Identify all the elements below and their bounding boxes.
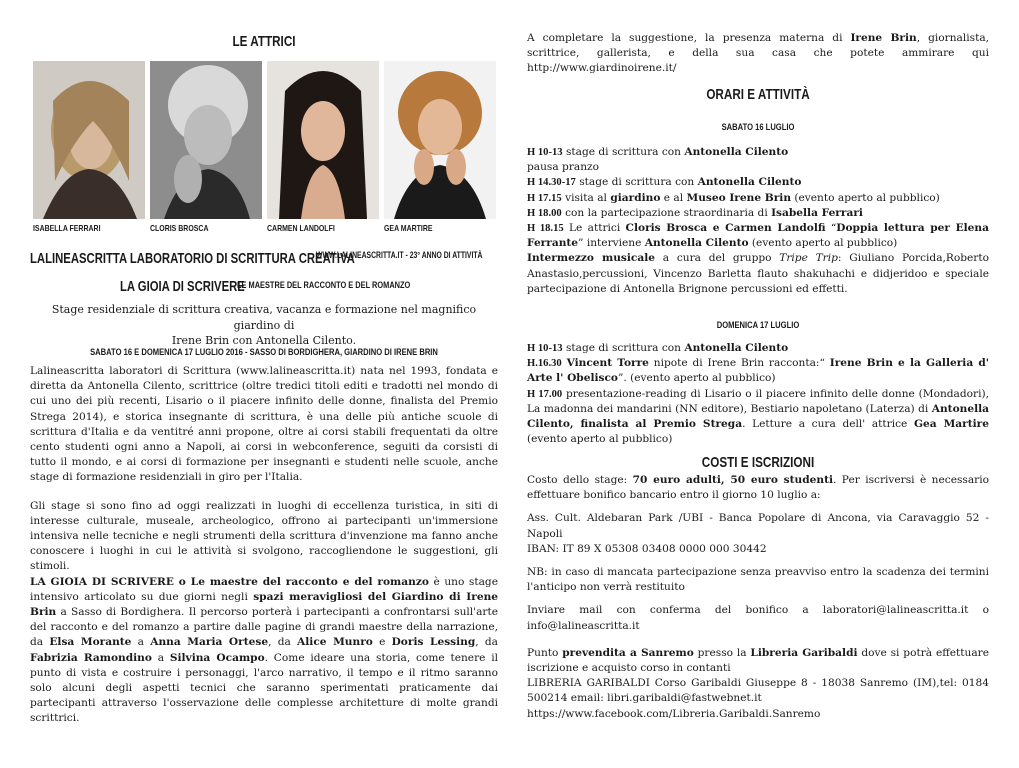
shop-facebook-link[interactable]: https://www.facebook.com/Libreria.Garibaldi.Sanremo bbox=[527, 707, 821, 720]
sunday-heading: DOMENICA 17 LUGLIO bbox=[716, 320, 800, 331]
actresses-heading: LE ATTRICI bbox=[232, 33, 296, 50]
schedule-item: H 14.30-17 stage di scrittura con Antonella Cilento bbox=[527, 176, 802, 189]
schedule-item: H 18.15 Le attrici Cloris Brosca e Carmen Landolfi “Doppia lettura per Elena Ferrante” interviene Antonella Cilento (evento aperto al pubblico) bbox=[527, 222, 989, 250]
schedule-item: H 17.00 presentazione-reading di Lisario o il piacere infinito delle donne (Mondadori), La madonna dei mandarini (NN editore), Bestiario napoletano (Laterza) di Antonella Cilento, finalista al Premio Strega. Letture a cura dell' attrice Gea Martire (evento aperto al pubblico) bbox=[527, 387, 989, 446]
nb-paragraph: NB: in caso di mancata partecipazione senza preavviso entro la scadenza dei termini l'anticipo non verrà restituito bbox=[527, 566, 989, 594]
course-banner bbox=[120, 276, 411, 295]
cost-paragraph: Costo dello stage: 70 euro adulti, 50 euro studenti. Per iscriversi è necessario effettuare bonifico bancario entro il giorno 10 luglio a: bbox=[527, 474, 989, 502]
sunday-schedule bbox=[527, 341, 989, 447]
actress-label: CLORIS BROSCA bbox=[150, 223, 209, 233]
mail-paragraph: Inviare mail con conferma del bonifico a laboratori@lalineascritta.it o info@lalineascritta.it bbox=[527, 604, 989, 632]
course-subtitle: LE MAESTRE DEL RACCONTO E DEL ROMANZO bbox=[237, 280, 411, 291]
actress-label: GEA MARTIRE bbox=[384, 223, 433, 233]
paragraph-stages: Gli stage si sono fino ad oggi realizzati in luoghi di eccellenza turistica, in siti di interesse culturale, museale, archeologico, offrono ai partecipanti un'immersione intensiva nelle tecniche e negli strumenti della scrittura d'invenzione ma fanno anche conoscere i luoghi in cui le attività si svolgono, raccogliendone le suggestioni, gli stimoli. bbox=[30, 499, 498, 573]
schedule-item: H 17.15 visita al giardino e al Museo Irene Brin (evento aperto al pubblico) bbox=[527, 191, 940, 204]
portrait-carmen-landolfi bbox=[267, 61, 379, 219]
actress-label: CARMEN LANDOLFI bbox=[267, 223, 335, 233]
schedule-item: Intermezzo musicale a cura del gruppo Tripe Trip: Giuliano Porcida,Roberto Anastasio,percussioni, Vincenzo Barletta flauto shakuhachi e didjeridoo e speciale partecipazione di Antonella Brignone percussioni ed effetti. bbox=[527, 252, 989, 295]
portrait-isabella-ferrari bbox=[33, 61, 145, 219]
lab-name: LALINEASCRITTA LABORATORIO DI SCRITTURA CREATIVA bbox=[30, 251, 355, 267]
costs-heading: COSTI E ISCRIZIONI bbox=[701, 454, 815, 471]
schedule-heading: ORARI E ATTIVITÀ bbox=[706, 86, 810, 103]
paragraph-history: Lalineascritta laboratori di Scrittura (www.lalineascritta.it) nata nel 1993, fondata e diretta da Antonella Cilento, scrittrice (oltre tredici titoli editi e tradotti nel mondo di cui uno dei più recenti, Lisario o il piacere infinito delle donne, finalista del Premio Strega 2014), e storica insegnante di scrittura, è una delle più antiche scuole di scrittura d'Italia e da ventitré anni propone, oltre ai corsi stabili frequentati da oltre cento studenti ogni anno a Napoli, ai corsi in webconference, seguiti da corsisti di tutto il mondo, e ai corsi di formazione per insegnanti e studenti nelle scuole, anche stage di formazione residenziali in giro per l'Italia. bbox=[30, 365, 498, 484]
dates-place: SABATO 16 E DOMENICA 17 LUGLIO 2016 - SASSO DI BORDIGHERA, GIARDINO DI IRENE BRIN bbox=[90, 347, 438, 358]
course-title: LA GIOIA DI SCRIVERE bbox=[120, 279, 245, 295]
costs-section bbox=[527, 473, 989, 722]
iban-line: IBAN: IT 89 X 05308 03408 0000 000 30442 bbox=[527, 542, 767, 555]
lab-banner bbox=[30, 248, 498, 266]
presale-paragraph: Punto prevendita a Sanremo presso la Libreria Garibaldi dove si potrà effettuare iscrizione e acquisto corso in contanti bbox=[527, 646, 989, 675]
schedule-item: H 10-13 stage di scrittura con Antonella Cilento bbox=[527, 146, 789, 158]
actress-label: ISABELLA FERRARI bbox=[33, 223, 101, 233]
saturday-schedule bbox=[527, 145, 989, 297]
lab-site: WWW.LALINEASCRITTA.IT - 23° ANNO DI ATTIVITÀ bbox=[316, 250, 483, 261]
brin-paragraph: A completare la suggestione, la presenza materna di Irene Brin, giornalista, scrittrice, gallerista, e della sua casa che potete ammirare qui http://www.giardinoirene.it/ bbox=[527, 32, 990, 75]
bank-line: Ass. Cult. Aldebaran Park /UBI - Banca Popolare di Ancona, via Caravaggio 52 - Napoli bbox=[527, 512, 989, 540]
schedule-item: pausa pranzo bbox=[527, 161, 599, 174]
brin-intro bbox=[527, 31, 989, 77]
portrait-cloris-brosca bbox=[150, 61, 262, 219]
intro bbox=[30, 302, 498, 349]
schedule-item: H 10-13 stage di scrittura con Antonella Cilento bbox=[527, 342, 789, 354]
intro-line: Stage residenziale di scrittura creativa, vacanza e formazione nel magnifico giardino di bbox=[51, 303, 477, 332]
schedule-item: H 18.00 con la partecipazione straordinaria di Isabella Ferrari bbox=[527, 206, 863, 219]
shop-address: LIBRERIA GARIBALDI Corso Garibaldi Giuseppe 8 - 18038 Sanremo (IM),tel: 0184 500214 email: libri.garibaldi@fastwebnet.it bbox=[527, 677, 989, 705]
saturday-heading: SABATO 16 LUGLIO bbox=[721, 122, 795, 133]
portrait-gea-martire bbox=[384, 61, 496, 219]
description bbox=[30, 364, 498, 727]
actress-photos bbox=[33, 61, 493, 221]
paragraph-course: LA GIOIA DI SCRIVERE o Le maestre del racconto e del romanzo è uno stage intensivo articolato su due giorni negli spazi meravigliosi del Giardino di Irene Brin a Sasso di Bordighera. Il percorso porterà i partecipanti a confrontarsi sull'arte del racconto e del romanzo a partire dalle pagine di grandi maestre della narrazione, da Elsa Morante a Anna Maria Ortese, da Alice Munro e Doris Lessing, da Fabrizia Ramondino a Silvina Ocampo. Come ideare una storia, come tenere il punto di vista e costruire i personaggi, l'arco narrativo, il tempo e il ritmo saranno solo alcuni degli aspetti tecnici che saranno sperimentati praticamente dai partecipanti attraverso l'osservazione delle complesse architetture di molte grandi scrittrici. bbox=[30, 575, 499, 725]
schedule-item: H.16.30 Vincent Torre nipote di Irene Brin racconta:“ Irene Brin e la Galleria d' Arte l' Obelisco”. (evento aperto al pubblico) bbox=[527, 357, 990, 385]
intro-line: Irene Brin con Antonella Cilento. bbox=[171, 334, 357, 347]
